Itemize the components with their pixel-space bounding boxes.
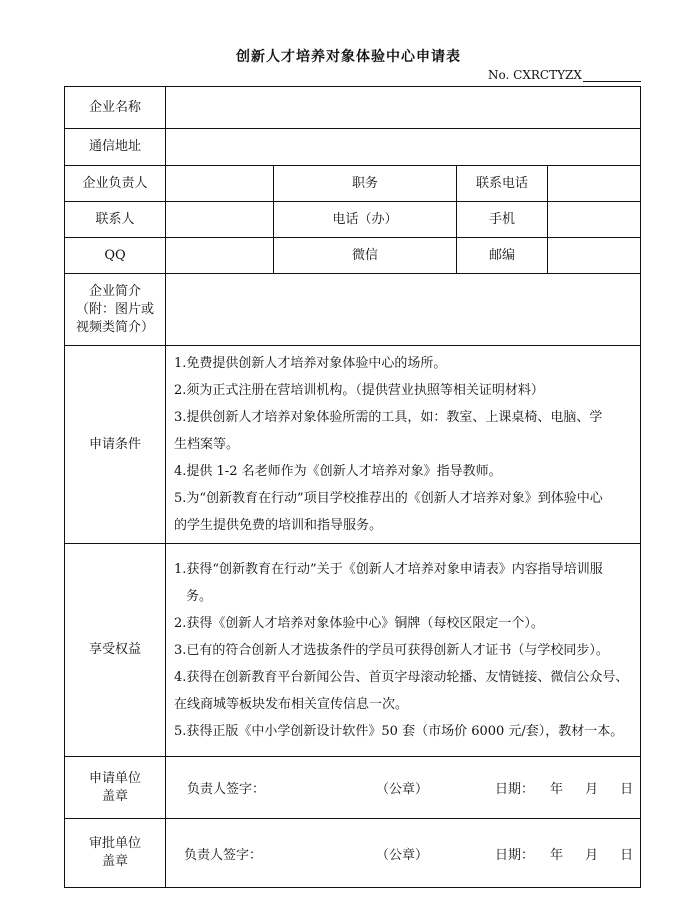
intro-label — [65, 274, 166, 346]
contact-phone-field[interactable] — [548, 166, 641, 202]
document-number — [488, 68, 641, 82]
applicant-month-label: 月 — [585, 782, 599, 797]
mobile-field[interactable] — [548, 202, 641, 238]
intro-field[interactable] — [166, 274, 641, 346]
form-title: 创新人才培养对象体验中心申请表 — [236, 49, 461, 65]
benefit-item: 3.已有的符合创新人才选拔条件的学员可获得创新人才证书（与学校同步）。 — [174, 642, 609, 658]
condition-item: 3.提供创新人才培养对象体验所需的工具，如：教室、上课桌椅、电脑、学 — [174, 410, 603, 425]
row-qq — [65, 238, 641, 274]
approver-seal-area[interactable] — [166, 819, 641, 888]
approver-date-label: 日期： — [495, 847, 535, 863]
condition-item: 2.须为正式注册在营培训机构。（提供营业执照等相关证明材料） — [174, 383, 544, 398]
benefit-item: 务。 — [186, 588, 213, 604]
address-field[interactable] — [166, 129, 641, 166]
approver-seal-label-line: 盖章 — [101, 854, 128, 869]
company-name-field[interactable] — [166, 87, 641, 129]
position-label: 职务 — [274, 166, 457, 202]
benefit-item: 4.获得在创新教育平台新闻公告、首页字母滚动轮播、友情链接、微信公众号、 — [174, 669, 629, 685]
applicant-seal-text: （公章） — [376, 782, 429, 797]
applicant-date-label: 日期： — [495, 782, 535, 797]
approver-month-label: 月 — [585, 847, 599, 863]
condition-item: 1.免费提供创新人才培养对象体验中心的场所。 — [174, 356, 447, 371]
contact-phone-label: 联系电话 — [457, 166, 548, 202]
applicant-seal-label — [65, 757, 166, 819]
office-phone-label: 电话（办） — [274, 202, 457, 238]
postcode-label: 邮编 — [457, 238, 548, 274]
row-benefits — [65, 544, 641, 757]
conditions-label: 申请条件 — [65, 346, 166, 544]
approver-seal-label-line: 审批单位 — [88, 836, 141, 851]
approver-year-label: 年 — [550, 847, 564, 863]
conditions-list — [166, 346, 641, 544]
contact-person-field[interactable] — [166, 202, 274, 238]
benefits-list — [166, 544, 641, 757]
wechat-label: 微信 — [274, 238, 457, 274]
condition-item: 4.提供 1-2 名老师作为《创新人才培养对象》指导教师。 — [174, 464, 502, 479]
row-applicant-seal — [65, 757, 641, 819]
qq-field[interactable] — [166, 238, 274, 274]
intro-label-line: 企业简介 — [88, 283, 141, 299]
condition-item: 5.为“创新教育在行动”项目学校推荐出的《创新人才培养对象》到体验中心 — [174, 491, 603, 506]
approver-seal-text: （公章） — [376, 847, 429, 863]
approver-signer-label: 负责人签字： — [184, 847, 263, 863]
benefit-item: 2.获得《创新人才培养对象体验中心》铜牌（每校区限定一个）。 — [174, 615, 544, 631]
benefit-item: 5.获得正版《中小学创新设计软件》50 套（市场价 6000 元/套），教材一本。 — [174, 723, 624, 739]
address-label: 通信地址 — [65, 129, 166, 166]
applicant-seal-label-line: 盖章 — [101, 788, 128, 804]
document-number-label: No. CXRCTYZX — [488, 68, 582, 82]
approver-day-label: 日 — [620, 847, 634, 863]
condition-item: 生档案等。 — [174, 437, 240, 452]
company-head-label: 企业负责人 — [65, 166, 166, 202]
intro-label-line: 视频类简介） — [75, 319, 154, 335]
document-number-blank[interactable] — [583, 69, 641, 82]
qq-label: QQ — [65, 238, 166, 274]
application-form-table — [64, 86, 641, 888]
postcode-field[interactable] — [548, 238, 641, 274]
benefits-label: 享受权益 — [65, 544, 166, 757]
mobile-label: 手机 — [457, 202, 548, 238]
intro-label-line: （附：图片或 — [75, 301, 154, 317]
approver-seal-label — [65, 819, 166, 888]
benefit-item: 1.获得“创新教育在行动”关于《创新人才培养对象申请表》内容指导培训服 — [174, 561, 603, 577]
contact-person-label: 联系人 — [65, 202, 166, 238]
row-conditions — [65, 346, 641, 544]
company-name-label: 企业名称 — [65, 87, 166, 129]
applicant-seal-area[interactable] — [166, 757, 641, 819]
benefit-item: 在线商城等板块发布相关宣传信息一次。 — [174, 696, 409, 712]
row-company-name — [65, 87, 641, 129]
applicant-seal-label-line: 申请单位 — [88, 770, 141, 786]
company-head-field[interactable] — [166, 166, 274, 202]
row-approver-seal — [65, 819, 641, 888]
applicant-signer-label: 负责人签字： — [187, 782, 266, 797]
applicant-year-label: 年 — [550, 782, 564, 797]
row-company-head — [65, 166, 641, 202]
applicant-day-label: 日 — [620, 782, 634, 797]
condition-item: 的学生提供免费的培训和指导服务。 — [174, 518, 383, 533]
row-address — [65, 129, 641, 166]
row-intro — [65, 274, 641, 346]
row-contact — [65, 202, 641, 238]
